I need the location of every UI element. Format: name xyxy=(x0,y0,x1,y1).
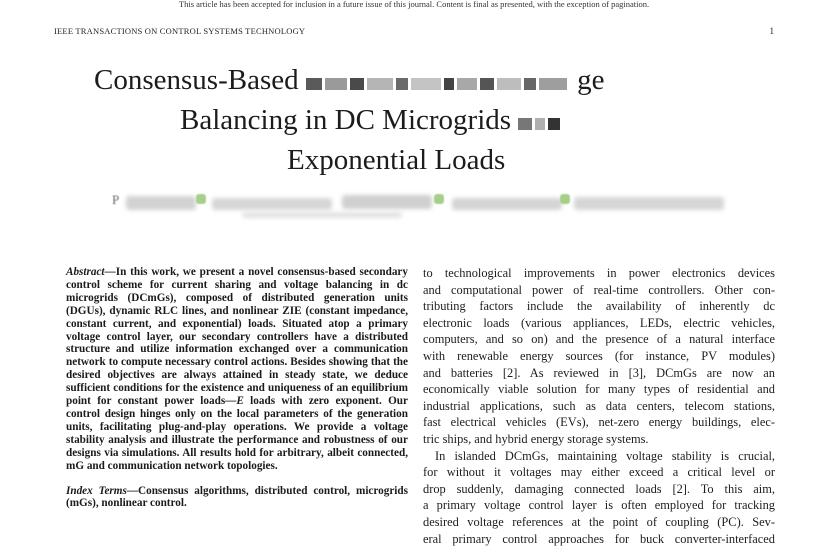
body-line: and computational power of real-time controllers. Other con- xyxy=(423,282,775,297)
title-line-1 xyxy=(94,64,604,99)
body-line: tributing factors include the availability of inherently dc xyxy=(423,299,775,314)
title-line-2-text: Balancing in DC Microgrids xyxy=(180,104,512,136)
body-line: to technological improvements in power electronics devices xyxy=(423,266,775,280)
abstract xyxy=(66,266,408,473)
body-line: for without it voltages may either exceed a critical level or xyxy=(423,465,775,480)
abstract-symbol: E xyxy=(236,395,244,408)
body-line: tric ships, and hybrid energy storage systems. xyxy=(423,431,649,446)
redacted-title-segment-2 xyxy=(518,107,563,139)
body-line: with renewable energy sources (for instance, PV modules) xyxy=(423,348,775,363)
title-line-1-end: ge xyxy=(577,64,605,96)
body-line: In islanded DCmGs, maintaining voltage stability is crucial, xyxy=(435,448,775,463)
title-line-2 xyxy=(180,104,563,139)
redacted-authors xyxy=(112,192,732,218)
redacted-title-segment xyxy=(306,67,570,99)
body-line: electronic loads (various appliances, LEDs, electric vehicles, xyxy=(423,315,775,330)
body-line: and batteries [2]. As reviewed in [3], DCmGs are now an xyxy=(423,365,775,380)
acceptance-notice: This article has been accepted for inclusion in a future issue of this journal. Content is final as presented, with the exception of pagination. xyxy=(178,0,650,9)
abstract-dash: — xyxy=(104,266,116,278)
abstract-body-1: In this work, we present a novel consensus-based secondary control scheme for current sharing and voltage balancing in dc microgrids (DCmGs), composed of distributed generation units (DGUs), dynamic RLC lines, and nonlinear ZIE (constant impedance, constant current, and exponential) loads. Situated atop a primary voltage control layer, our secondary controllers have a distributed structure and utilize information exchanged over a communication network to compute necessary control actions. Besides showing that the desired objectives are always attained in steady state, we deduce sufficient conditions for the existence and uniqueness of an equilibrium point for constant power loads— xyxy=(66,266,408,408)
abstract-column xyxy=(66,266,408,510)
body-line: desired voltage references at the point of coupling (PC). Sev- xyxy=(423,514,775,529)
title-line-3: Exponential Loads xyxy=(287,144,506,176)
body-line: fast electrical vehicles (EVs), net-zero energy buildings, elec- xyxy=(423,415,775,430)
journal-name: IEEE TRANSACTIONS ON CONTROL SYSTEMS TECHNOLOGY xyxy=(54,26,306,36)
body-column xyxy=(423,265,775,547)
title-line-1-start: Consensus-Based xyxy=(94,64,299,96)
index-terms-dash: — xyxy=(126,484,139,497)
abstract-body-2: loads with zero exponent. Our control design hinges only on the local parameters of the generation units, facilitating plug-and-play operations. We provide a voltage stability analysis and illustrate the performance and robustness of our designs via simulations. All results hold for arbitrary, albeit connected, mG and communication network topologies. xyxy=(66,395,408,472)
page-number: 1 xyxy=(769,26,774,36)
body-line: a primary voltage control layer is often employed for tracking xyxy=(423,498,775,513)
author-initial: P xyxy=(112,192,120,207)
body-line: eral primary control approaches for buck converter-interfaced xyxy=(423,531,775,546)
abstract-heading: Abstract xyxy=(66,266,105,278)
body-line: computers, and so on) and the presence of a natural interface xyxy=(423,332,775,347)
body-line: economically viable solution for many types of residential and xyxy=(423,382,775,397)
index-terms-body: Consensus algorithms, distributed control, microgrids (mGs), nonlinear control. xyxy=(66,484,408,510)
body-line: drop suddenly, damaging connected loads [2]. To this aim, xyxy=(423,481,775,496)
index-terms xyxy=(66,485,408,511)
body-line: industrial applications, such as data centers, telecom stations, xyxy=(423,398,775,413)
index-terms-heading: Index Terms xyxy=(66,484,127,497)
